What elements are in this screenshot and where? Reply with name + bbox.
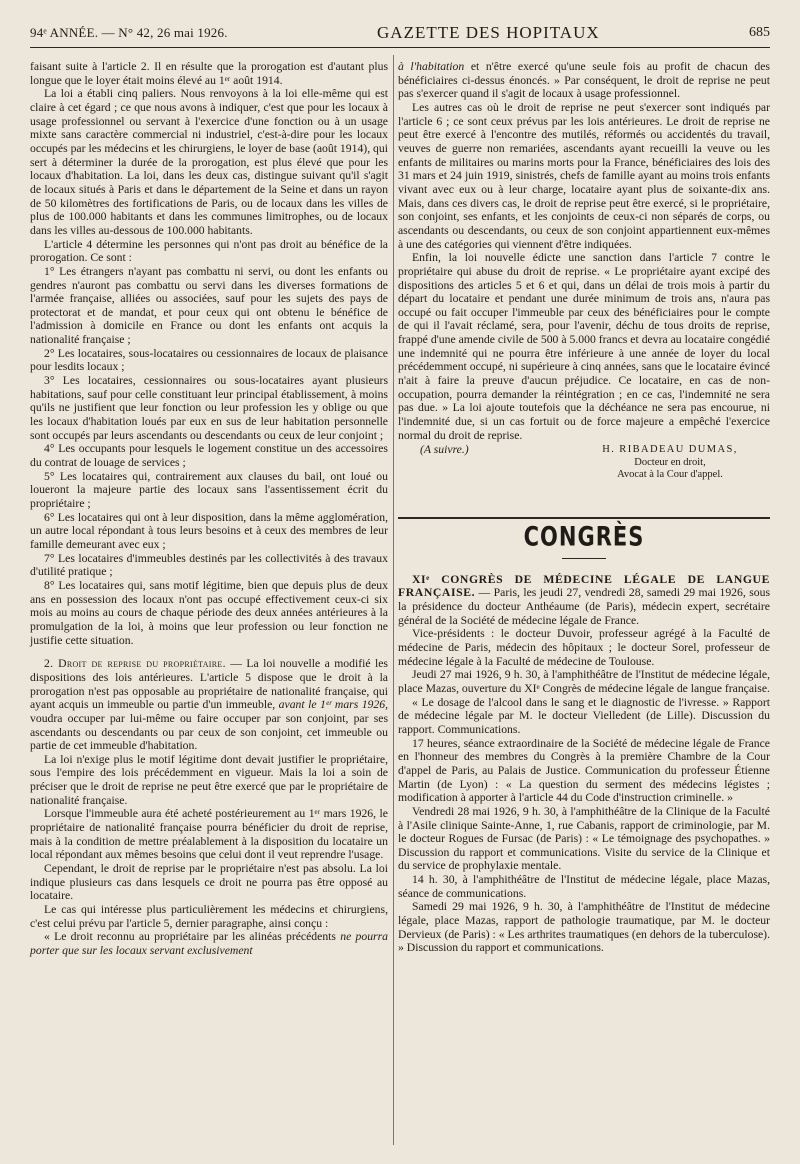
author-signature — [398, 443, 770, 481]
header-rule — [30, 47, 770, 48]
section-heading: 2. Droit de reprise du propriétaire. — [44, 657, 226, 671]
paragraph: 14 h. 30, à l'amphithéâtre de l'Institut de médecine légale, place Mazas, séance de communications. — [398, 873, 770, 900]
paragraph: « Le dosage de l'alcool dans le sang et le diagnostic de l'ivresse. » Rapport de médecine légale par M. le docteur Vielledent (de Lille). Discussion du rapport. Communications. — [398, 695, 770, 736]
paragraph: 4° Les occupants pour lesquels le logement constitue un des accessoires du contrat de louage de services ; — [30, 442, 388, 470]
paragraph: 1° Les étrangers n'ayant pas combattu ni servi, ou dont les enfants ou gendres n'auront pas combattu ou servi dans les diverses formations de l'armée française, alliées ou associées, sauf pour les sujets des pays de protectorat et de mandat, et pour ceux qui ont obtenu le bénéfice de l'admission à domicile en France ou dont les enfants ont acquis la nationalité française ; — [30, 264, 388, 347]
paragraph: Jeudi 27 mai 1926, 9 h. 30, à l'amphithéâtre de l'Institut de médecine légale, place Mazas, ouverture du XIᵉ Congrès de médecine légale de langue française. — [398, 668, 770, 695]
section-title: CONGRÈS — [523, 521, 645, 552]
paragraph: L'article 4 détermine les personnes qui n'ont pas droit au bénéfice de la prorogation. Ce sont : — [30, 237, 388, 265]
title-underline — [562, 558, 606, 559]
author-position: Avocat à la Cour d'appel. — [617, 469, 723, 481]
column-divider — [393, 55, 394, 1145]
issue-info: 94ᵉ ANNÉE. — N° 42, 26 mai 1926. — [30, 25, 228, 40]
paragraph: Le cas qui intéresse plus particulièrement les médecins et chirurgiens, c'est celui prévu par l'article 5, dernier paragraphe, ainsi conçu : — [30, 903, 388, 930]
paragraph: à l'habitation et n'être exercé qu'une seule fois au profit de chacun des bénéficiaires ci-dessus énoncés. » Par conséquent, le droit de reprise ne peut pas s'exercer quand il s'agit de locaux à usage professionnel. — [398, 60, 770, 101]
paragraph: 5° Les locataires qui, contrairement aux clauses du bail, ont loué ou loueront la majeure partie des locaux sans l'assentissement écrit du propriétaire ; — [30, 469, 388, 510]
paragraph: 3° Les locataires, cessionnaires ou sous-locataires ayant plusieurs habitations, sauf pour celle constituant leur principal établissement, à moins qu'ils ne justifient que leur fonction ou leur profession les y oblige ou que les locaux d'habitation loués par eux en sus de leur habitation personnelle sont occupés par leurs ascendants ou descendants ou ceux de leur conjoint ; — [30, 374, 388, 442]
left-column — [30, 60, 388, 958]
paragraph: Enfin, la loi nouvelle édicte une sanction dans l'article 7 contre le propriétaire qui abuse du droit de reprise. « Le propriétaire ayant excipé des dispositions des articles 5 et 6 et qui, dans un délai de trois mois à partir du départ du locataire et pendant une durée minimum de trois ans, n'aura pas occupé ou fait occuper l'immeuble par ceux des bénéficiaires pour le compte de qui il l'avait réclamé, sera, pour l'avenir, déchu de tous droits de reprise, frappé d'une amende civile de 500 à 5.000 francs et devra au locataire congédié une indemnité qui ne pourra être inférieure à une année de loyer du local précédemment occupé, ni supérieure à cinq années, sans que le locataire évincé n'ait à faire la preuve d'aucun préjudice. Ce locataire, en cas de non-occupation, pourra demander la réintégration ; en ce cas, l'indemnité ne sera pas due. » La loi ajoute toutefois que la déchéance ne sera pas encourue, ni l'indemnité due, si un cas fortuit ou de force majeure a empêché l'exercice normal du droit de reprise. — [398, 251, 770, 442]
right-column — [398, 60, 770, 955]
to-be-continued: (A suivre.) — [420, 443, 469, 457]
paragraph: Lorsque l'immeuble aura été acheté postérieurement au 1ᵉʳ mars 1926, le propriétaire de nationalité française pourra bénéficier du droit de reprise, mais à la condition de mettre préalablement à la disposition du locataire un local répondant aux mêmes besoins que celui dont il veut reprendre l'usage. — [30, 807, 388, 862]
page-number: 685 — [749, 25, 770, 40]
congress-heading: XIᵉ CONGRÈS DE MÉDECINE LÉGALE DE LANGUE FRANÇAISE. — [398, 572, 770, 600]
author-title: Docteur en droit, — [634, 457, 706, 469]
paragraph: Les autres cas où le droit de reprise ne peut s'exercer sont indiqués par l'article 6 ; ce sont ceux prévus par les lois antérieures. Le droit de reprise ne peut être exercé à l'encontre des mutilés, réformés ou accidentés du travail, veuves de guerre non remariées, ascendants ayant recueilli la veuve ou les enfants de militaires ou marins morts pour la France, bénéficiaires des lois des 31 mars et 24 juin 1919, sinistrés, chefs de famille ayant au moins trois enfants vivant avec eux ou à leur charge, locataire ayant plus de soixante-dix ans. Mais, dans ces divers cas, le droit de reprise peut être exercé, si le propriétaire, son conjoint, ses enfants, et les conjoints de ceux-ci non séparés de corps, ou ascendants ou descendants, ou ceux de son conjoint appartiennent eux-mêmes à une des catégories qui viennent d'être indiquées. — [398, 100, 770, 251]
paragraph: 7° Les locataires d'immeubles destinés par les collectivités à des travaux d'utilité pratique ; — [30, 551, 388, 579]
section-rule — [398, 517, 770, 519]
paragraph: Samedi 29 mai 1926, 9 h. 30, à l'amphithéâtre de l'Institut de médecine légale, place Mazas, rapport de pathologie traumatique, par M. le docteur Dervieux (de Paris) : « Les arthrites traumatiques (en dehors de la tuberculose). » Discussion du rapport et communications. — [398, 900, 770, 955]
paragraph: La loi a établi cinq paliers. Nous renvoyons à la loi elle-même qui est claire à cet égard ; ce que nous avons à indiquer, c'est que pour les locaux à usage professionnel ou servant à l'exercice d'une fonction ou à un usage mixte sans caractère commercial ni industriel, c'est-à-dire pour les locaux occupés par les médecins et les chirurgiens, le loyer de base (août 1914), qui sert à déterminer la durée de la prorogation, est plus élevé que pour les locaux d'habitation. La loi, dans les deux cas, distingue suivant qu'il s'agit de locaux situés à Paris et dans le département de la Seine et dans un rayon de 50 kilomètres des fortifications de Paris, ou de locaux dans les villes de plus de 100.000 habitants et dans les communes limitrophes, ou de locaux dans les villes au-dessous de 100.000 habitants. — [30, 87, 388, 237]
paragraph: 6° Les locataires qui ont à leur disposition, dans la même agglomération, un autre local répondant à tous leurs besoins et à ceux des membres de leur famille demeurant avec eux ; — [30, 510, 388, 551]
author-name: H. RIBADEAU DUMAS, — [602, 444, 738, 456]
author-block — [570, 443, 770, 481]
congres-section-header — [398, 517, 770, 559]
paragraph: La loi n'exige plus le motif légitime dont devait justifier le propriétaire, sous l'empire des lois précédemment en vigueur. Mais la loi a soin de préciser que le droit de reprise ne peut être exercé que par le propriétaire de nationalité française. — [30, 752, 388, 807]
section-paragraph: 2. Droit de reprise du propriétaire. — La loi nouvelle a modifié les dispositions des lois antérieures. L'article 5 dispose que le droit à la prorogation n'est pas opposable au propriétaire de nationalité française, qui ayant acquis un immeuble ou partie d'un immeuble, avant le 1ᵉʳ mars 1926, voudra occuper par lui-même ou faire occuper par son conjoint, par ses ascendants ou descendants ou par ceux de son conjoint, cet immeuble ou partie de cet immeuble d'habitation. — [30, 657, 388, 753]
paragraph: 8° Les locataires qui, sans motif légitime, bien que depuis plus de deux ans en possession des locaux n'ont pas occupé effectivement ceux-ci six mois au moins au cours de chaque période des deux années antérieures à la promulgation de la loi, à moins que leur profession ou leur fonction ne justifie cette situation. — [30, 578, 388, 647]
paragraph: « Le droit reconnu au propriétaire par les alinéas précédents ne pourra porter que sur les locaux servant exclusivement — [30, 930, 388, 957]
paragraph: faisant suite à l'article 2. Il en résulte que la prorogation est d'autant plus longue que le loyer était moins élevé au 1ᵉʳ août 1914. — [30, 60, 388, 87]
paragraph: Vice-présidents : le docteur Duvoir, professeur agrégé à la Faculté de médecine de Paris, médecin des hôpitaux ; le docteur Sorel, professeur de médecine légale à la Faculté de médecine de Toulouse. — [398, 627, 770, 668]
running-header — [30, 22, 770, 44]
paragraph: Cependant, le droit de reprise par le propriétaire n'est pas absolu. La loi indique plusieurs cas dans lesquels ce droit ne pourra pas être opposé au locataire. — [30, 862, 388, 903]
paragraph: 2° Les locataires, sous-locataires ou cessionnaires de locaux de plaisance pour lesdits locaux ; — [30, 346, 388, 374]
journal-title: GAZETTE DES HOPITAUX — [377, 23, 600, 42]
paragraph: Vendredi 28 mai 1926, 9 h. 30, à l'amphithéâtre de la Clinique de la Faculté à l'Asile clinique Sainte-Anne, 1, rue Cabanis, rapport de criminologie, par M. le docteur Rogues de Fursac (de Paris) : « Le témoignage des psychopathes. » Discussion du rapport et communications. Visite du service de la Clinique et du service de prophylaxie mentale. — [398, 804, 770, 873]
paragraph: 17 heures, séance extraordinaire de la Société de médecine légale de France en l'honneur des membres du Congrès à la première Chambre de la Cour d'appel de Paris, au Palais de Justice. Communication du professeur Étienne Martin (de Lyon) : « La question du serment des médecins légistes ; modification à apporter à l'article 44 du Code d'instruction criminelle. » — [398, 736, 770, 805]
congress-intro: XIᵉ CONGRÈS DE MÉDECINE LÉGALE DE LANGUE FRANÇAISE. — Paris, les jeudi 27, vendredi 28, samedi 29 mai 1926, sous la présidence du docteur Anthéaume (de Paris), médecin expert, secrétaire général de la Société de médecine légale de France. — [398, 572, 770, 627]
